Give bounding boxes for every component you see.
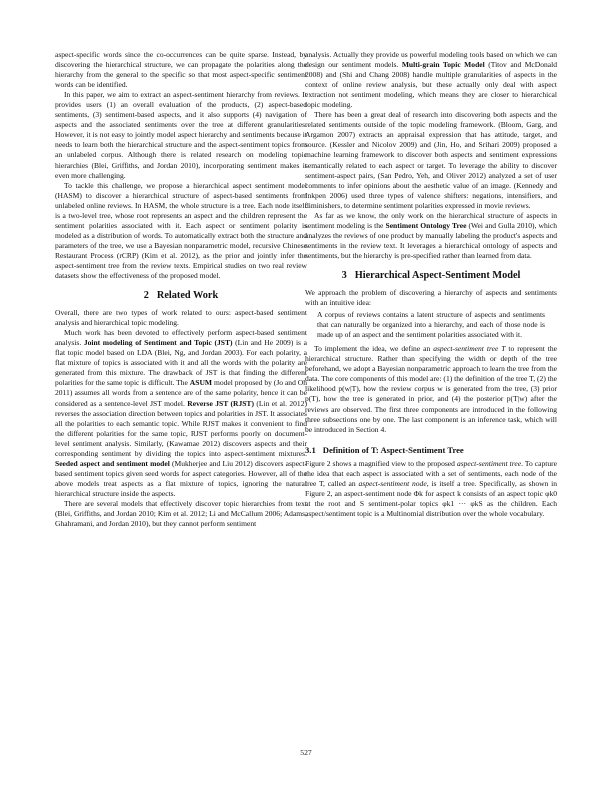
bold-term: Reverse JST (RJST) xyxy=(187,398,254,408)
text-run: model proposed by (Jo and Oh 2011) assumes all words from a sentence are of the same polarity, hence it can be considered as a sentence-level JST model. xyxy=(55,378,308,408)
subsection-title: Definition of T: Aspect-Sentiment Tree xyxy=(322,444,464,455)
text-run: to represent the hierarchical structure. Rather than specifying the width or depth of the tree beforehand, we adopt a Bayesian nonparametric approach to learn the tree from the data. The core components of this model are: (1) the definition of the tree T, (2) the likelihood p(w|T), how the review corpus w is generated from the tree, (3) prior p(T), how the tree is generated in prior, and (4) the posterior p(T|w) after the reviews are observed. The first three components are introduced in the following three subsections one by one. The last component is an inference task, which will be introduced in Section 4. xyxy=(305,344,558,434)
section-heading-hasm xyxy=(305,270,557,282)
bold-term: Sentiment Ontology Tree xyxy=(385,220,467,230)
paragraph: aspect-specific words since the co-occurrences can be quite sparse. Instead, by discovering the hierarchical structure, we can propagate the polarities along the hierarchy from the general to the specific so that most aspect-specific sentiment words can be identified. xyxy=(55,50,307,90)
text-run: (Wei and Gulla 2010), which analyzes the reviews of one product by manually labeling the product's aspects and sentiments in the review text. It leverages a hierarchical ontology of aspects and sentiments, but the hierarchy is pre-specified rather than learned from data. xyxy=(305,220,557,260)
section-title: Hierarchical Aspect-Sentiment Model xyxy=(354,269,521,281)
text-run: . To capture the idea that each aspect is associated with a set of sentiments, each node of the tree T, called an xyxy=(305,458,557,488)
right-column xyxy=(305,50,557,519)
paragraph: There are several models that effectively discover topic hierarchies from text (Blei, Griffiths, and Jordan 2010; Kim et al. 2012; Li and McCallum 2006; Adams, Ghahramani, and Jordan 2010), but they cannot perform sentiment xyxy=(55,498,307,529)
subsection-heading-definition xyxy=(305,445,557,456)
text-run: (Lin and He 2009) is a flat topic model based on LDA (Blei, Ng, and Jordan 2003). For each polarity, a flat mixture of topics is associated with it and all the words with the polarity are generated from this mixture. The drawback of JST is that finding the different polarities for the same topic is difficult. The xyxy=(55,338,307,388)
text-run: (Titov and McDonald 2008) and (Shi and Chang 2008) handle multiple granularities of aspects in the context of online review analysis, but these actually only deal with aspect extraction not sentiment modeling, which means they are closer to hierarchical topic modeling. xyxy=(305,60,557,110)
section-heading-related-work xyxy=(55,290,307,302)
bold-term: ASUM xyxy=(189,378,213,388)
paragraph xyxy=(55,328,307,499)
section-number: 3 xyxy=(341,269,347,281)
bold-term: Joint modeling of Sentiment and Topic (JST) xyxy=(83,338,233,348)
paragraph xyxy=(305,211,557,261)
italic-term: aspect-sentiment tree T xyxy=(433,344,506,354)
bold-term: Seeded aspect and sentiment model xyxy=(55,458,170,468)
italic-term: aspect-sentiment node xyxy=(358,478,427,488)
paragraph: There has been a great deal of research into discovering both aspects and the related sentiments outside of the topic modeling framework. (Bloom, Garg, and Argamon 2007) extracts an appraisal expression that has attitude, target, and source. (Kessler and Nicolov 2009) and (Jin, Ho, and Srihari 2009) proposed a machine learning framework to discover both aspects and sentiment expressions semantically related to each aspect or target. To leverage the ability to discover sentiment-aspect pairs, (San Pedro, Yeh, and Oliver 2012) analyzed a set of user comments to infer opinions about the aesthetic value of an image. (Kennedy and Inkpen 2006) used three types of valence shifters: negations, intensifiers, and diminishers, to determine sentiment polarities expressed in movie reviews. xyxy=(305,110,557,210)
section-title: Related Work xyxy=(156,290,219,302)
paragraph: Overall, there are two types of work related to ours: aspect-based sentiment analysis and hierarchical topic modeling. xyxy=(55,308,307,328)
bold-term: Multi-grain Topic Model xyxy=(401,60,485,70)
paragraph: We approach the problem of discovering a hierarchy of aspects and sentiments with an intuitive idea: xyxy=(305,287,557,308)
text-run: analysis. Actually they provide us powerful modeling tools based on which we can design our sentiment models. xyxy=(305,50,557,70)
paragraph xyxy=(305,50,557,110)
paragraph: To tackle this challenge, we propose a hierarchical aspect sentiment model (HASM) to discover a hierarchical structure of aspect-based sentiments from unlabeled online reviews. In HASM, the whole structure is a tree. Each node itself is a two-level tree, whose root represents an aspect and the children represent the sentiment polarities associated with it. Each aspect or sentiment polarity is modeled as a distribution of words. To automatically extract both the structure and parameters of the tree, we use a Bayesian nonparametric model, recursive Chinese Restaurant Process (rCRP) (Kim et al. 2012), as the prior and jointly infer the aspect-sentiment tree from the review texts. Empirical studies on two real review datasets show the effectiveness of the proposed model. xyxy=(55,180,307,281)
text-run: , is itself a tree. Specifically, as shown in Figure 2, an aspect-sentiment node Φk for aspect k consists of an aspect topic φk0 at the root and S sentiment-polar topics φk1 ··· φkS as the children. Each aspect/sentiment topic is a Multinomial distribution over the whole vocabulary. xyxy=(305,478,557,518)
text-run: Much work has been devoted to effectively perform aspect-based sentiment analysis. xyxy=(55,328,307,348)
text-run: As far as we know, the only work on the hierarchical structure of aspects in sentiment modeling is the xyxy=(305,210,557,230)
left-column xyxy=(55,50,307,529)
text-run: To implement the idea, we define an xyxy=(314,344,434,354)
italic-term: aspect-sentiment tree xyxy=(456,458,522,468)
text-run: Figure 2 shows a magnified view to the proposed xyxy=(305,458,457,468)
paragraph xyxy=(305,459,557,519)
intuition-quote: A corpus of reviews contains a latent structure of aspects and sentiments that can naturally be organized into a hierarchy, and each of those node is made up of an aspect and the sentiment polarities associated with it. xyxy=(317,310,545,340)
paragraph xyxy=(305,344,557,434)
section-number: 2 xyxy=(143,290,149,302)
subsection-number: 3.1 xyxy=(305,444,316,455)
paragraph: In this paper, we aim to extract an aspect-sentiment hierarchy from reviews. It provides users (1) an overall evaluation of the products, (2) aspect-based sentiments, (3) sentiment-based aspects, and it also supports (4) navigation of aspects and the associated sentiments over the tree at different granularities. However, it is not easy to jointly model aspect hierarchy and sentiments because it needs to learn both the hierarchical structure and the aspect-sentiment topics from an unlabeled corpus. Although there is related research on modeling topic hierarchies (Blei, Griffiths, and Jordan 2010), incorporating sentiment makes it even more challenging. xyxy=(55,90,307,180)
text-run: (Lin et al. 2012) reverses the association direction between topics and polarities in JST. It associates all the polarities to each semantic topic. While RJST makes it convenient to find the different polarities for the same topic, RJST performs poorly on document-level sentiment analysis. Similarly, (Kawamae 2012) discovers aspects and their corresponding sentiment by dividing the topics into aspect-sentiment mixtures. xyxy=(55,398,307,458)
text-run: (Mukherjee and Liu 2012) discovers aspect-based sentiment topics given seed words for aspect categories. However, all of the above models treat aspects as a flat mixture of topics, ignoring the natural hierarchical structure inside the aspects. xyxy=(55,458,307,498)
page-number: 527 xyxy=(300,748,312,757)
